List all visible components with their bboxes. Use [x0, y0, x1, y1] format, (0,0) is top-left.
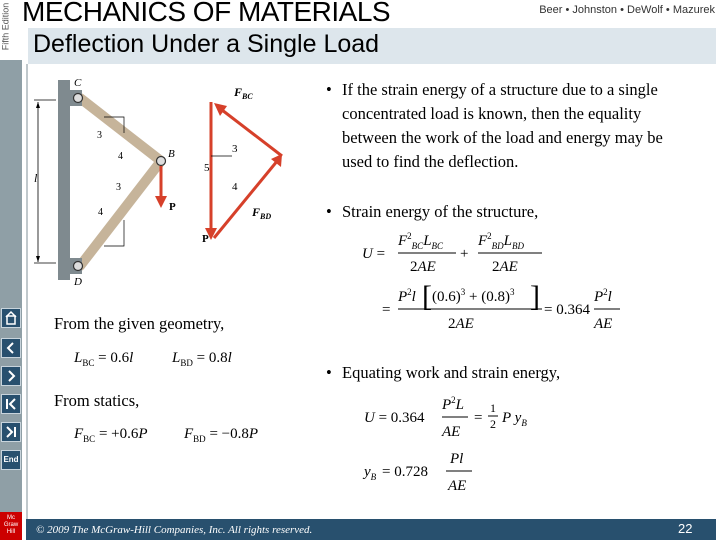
member-bd: [80, 161, 161, 266]
bullet-strain-energy: [326, 200, 687, 224]
last-slide-button[interactable]: [1, 422, 21, 442]
deflection-equation: [362, 446, 492, 496]
svg-text:+: +: [460, 246, 469, 262]
authors-line: Beer • Johnston • DeWolf • Mazurek: [539, 4, 715, 16]
svg-text:yB: $y_B$: [364, 464, 377, 482]
end-button[interactable]: End: [1, 450, 21, 470]
svg-text:AE: AE: [448, 478, 467, 494]
force-bd-vector: [214, 160, 278, 238]
slope-run-lower: 4: [98, 207, 103, 218]
svg-text:P2L: $P^2L$: [442, 395, 465, 413]
chevron-left-icon: [2, 339, 20, 357]
svg-text:P2l: $P^2l$: [594, 287, 612, 305]
svg-text:=: =: [382, 302, 391, 318]
svg-text:P yB: P $y_B$: [502, 410, 527, 428]
svg-text:FBD = −0.8P: $F_{BD} = -0.8P$: [184, 426, 259, 444]
book-title: MECHANICS OF MATERIALS: [22, 0, 391, 27]
svg-text:P2l: $P^2l$: [398, 287, 416, 305]
bullet-equating-work: [326, 361, 687, 385]
slide-title: Deflection Under a Single Load: [33, 30, 380, 58]
svg-text:]: ]: [530, 280, 540, 313]
next-button[interactable]: [1, 366, 21, 386]
geometry-heading: From the given geometry,: [54, 314, 225, 333]
svg-text:F2BDLBD: $F^2_{BD}L_{BD}$: [478, 231, 525, 251]
svg-text:= 0.364: = 0.364: [544, 302, 590, 318]
slope-rise-upper: 3: [97, 130, 102, 141]
bullet-text: If the strain energy of a structure due to a single concentrated load is known, then the equality between the work of the load and energy may be used to find the deflection.: [342, 80, 663, 171]
svg-text:Pl: Pl: [450, 451, 464, 467]
bullet-glyph: •: [326, 80, 332, 99]
point-d-label: D: [74, 276, 82, 288]
bullet-glyph: •: [326, 363, 332, 382]
home-button[interactable]: [1, 308, 21, 328]
svg-text:LBD = 0.8l: $L_{BD} = 0.8l$: [172, 350, 232, 368]
publisher-logo-text: Mc Graw Hill: [3, 515, 19, 535]
svg-text:2AE: 2AE: [492, 259, 518, 275]
work-equation: [362, 392, 542, 444]
bullet-text: Equating work and strain energy,: [342, 363, 561, 382]
bullet-glyph: •: [326, 202, 332, 221]
chevron-right-icon: [2, 367, 20, 385]
statics-equation: [72, 416, 302, 446]
point-c-label: C: [74, 77, 82, 89]
home-icon: [2, 309, 20, 327]
svg-text:1: 1: [490, 401, 496, 415]
svg-text:FBC = +0.6P: $F_{BC} = +0.6P$: [74, 426, 148, 444]
triangle-hyp: 5: [204, 162, 210, 174]
triangle-rise: 3: [232, 143, 238, 155]
point-b-label: B: [168, 148, 175, 160]
force-p-label: P: [202, 233, 209, 245]
support-wall: [58, 80, 70, 280]
slope-run-upper: 4: [118, 151, 123, 162]
edition-label: [0, 0, 22, 60]
copyright-notice: © 2009 The McGraw-Hill Companies, Inc. All rights reserved.: [36, 524, 313, 536]
slope-rise-lower: 3: [116, 182, 121, 193]
page-number: 22: [678, 521, 693, 536]
svg-text:U =: U =: [362, 246, 386, 262]
svg-text:(0.6)3 + (0.8)3: $(0.6)^3 + (0.8)^3$: [432, 287, 515, 305]
svg-text:2AE: 2AE: [410, 259, 436, 275]
svg-text:U = 0.364: U = 0.364: [364, 410, 425, 426]
bullet-deflection-method: [326, 78, 687, 174]
force-bc-vector: [222, 110, 282, 156]
svg-text:=: =: [474, 410, 483, 426]
triangle-run: 4: [232, 181, 238, 193]
svg-text:AE: AE: [442, 424, 461, 440]
publisher-logo: [0, 512, 22, 540]
svg-text:LBC = 0.6l: $L_{BC} = 0.6l$: [74, 350, 134, 368]
force-bd-label: $F_{BD}$: [252, 205, 272, 221]
svg-text:2AE: 2AE: [448, 316, 474, 332]
bullet-text: Strain energy of the structure,: [342, 202, 539, 221]
svg-text:2: 2: [490, 417, 496, 431]
svg-text:[: [: [422, 280, 432, 313]
svg-text:F2BCLBC: $F^2_{BC}L_{BC}$: [398, 231, 444, 251]
strain-energy-equation: [360, 228, 630, 338]
first-slide-button[interactable]: [1, 394, 21, 414]
skip-forward-icon: [2, 423, 20, 441]
truss-figure: [28, 70, 308, 295]
length-label: l: [34, 171, 38, 185]
svg-text:AE: AE: [594, 316, 613, 332]
skip-back-icon: [2, 395, 20, 413]
load-label: P: [169, 201, 176, 213]
edition-text: Fifth Edition: [0, 2, 11, 51]
geometry-equation: [72, 340, 272, 370]
force-bc-label: $F_{BC}$: [234, 85, 253, 101]
svg-text:= 0.728: = 0.728: [382, 464, 428, 480]
statics-heading: From statics,: [54, 391, 140, 410]
previous-button[interactable]: [1, 338, 21, 358]
